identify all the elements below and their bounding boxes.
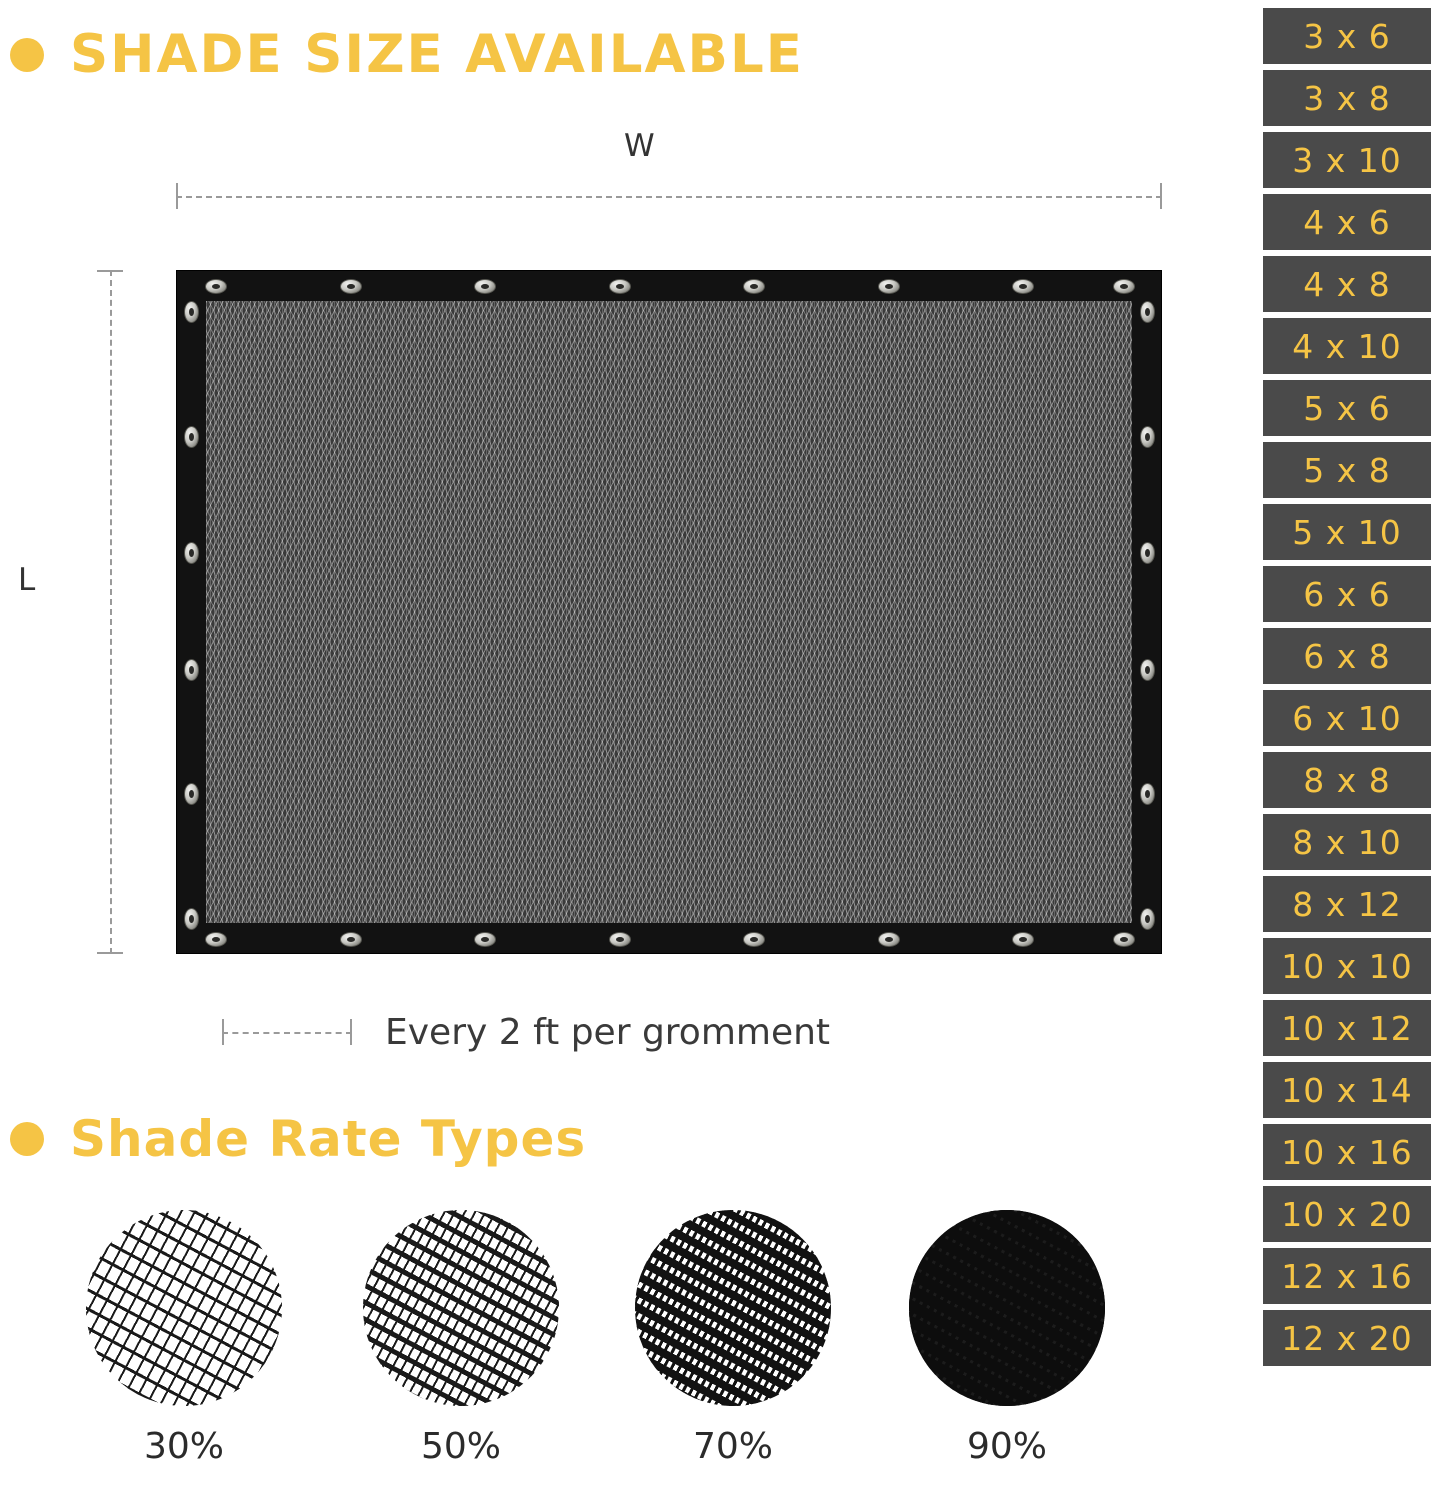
width-label: W <box>624 128 655 164</box>
size-chip[interactable]: 4 x 8 <box>1263 256 1431 312</box>
size-chip[interactable]: 5 x 6 <box>1263 380 1431 436</box>
size-chip[interactable]: 5 x 8 <box>1263 442 1431 498</box>
grommet <box>205 932 227 947</box>
length-tick-bottom <box>97 952 123 954</box>
grommet <box>1140 659 1155 681</box>
available-sizes-list <box>1263 8 1431 1366</box>
size-chip[interactable]: 8 x 12 <box>1263 876 1431 932</box>
grommet <box>184 301 199 323</box>
grommet <box>1140 542 1155 564</box>
size-chip[interactable]: 12 x 20 <box>1263 1310 1431 1366</box>
size-chip[interactable]: 12 x 16 <box>1263 1248 1431 1304</box>
size-chip[interactable]: 10 x 12 <box>1263 1000 1431 1056</box>
shade-rate-swatch-30 <box>86 1210 282 1406</box>
shade-rate-label: 50% <box>420 1426 501 1467</box>
shade-rate-item-30 <box>84 1210 284 1467</box>
grommet-spacing-tick-left <box>222 1019 224 1045</box>
grommet <box>184 659 199 681</box>
size-chip[interactable]: 3 x 6 <box>1263 8 1431 64</box>
mesh-pattern-50-icon <box>363 1210 559 1406</box>
grommet-spacing-line <box>222 1032 352 1034</box>
grommet <box>474 932 496 947</box>
length-tick-top <box>97 270 123 272</box>
width-dimension-line <box>176 196 1162 198</box>
grommet <box>184 542 199 564</box>
grommet <box>878 279 900 294</box>
size-chip[interactable]: 10 x 10 <box>1263 938 1431 994</box>
mesh-pattern-70-icon <box>635 1210 831 1406</box>
size-chip[interactable]: 6 x 6 <box>1263 566 1431 622</box>
size-chip[interactable]: 4 x 10 <box>1263 318 1431 374</box>
grommet <box>609 932 631 947</box>
size-chip[interactable]: 10 x 16 <box>1263 1124 1431 1180</box>
shade-rate-label: 70% <box>692 1426 773 1467</box>
grommet <box>184 908 199 930</box>
mesh-pattern-90-icon <box>909 1210 1105 1406</box>
shade-rate-label: 90% <box>966 1426 1047 1467</box>
grommet <box>474 279 496 294</box>
size-chip[interactable]: 3 x 8 <box>1263 70 1431 126</box>
page-title: SHADE SIZE AVAILABLE <box>70 24 804 85</box>
grommet <box>1140 908 1155 930</box>
grommet <box>1140 301 1155 323</box>
section-heading-shade-rates <box>10 1110 586 1168</box>
width-tick-right <box>1160 183 1162 209</box>
grommet-spacing-tick-right <box>350 1019 352 1045</box>
grommet <box>184 783 199 805</box>
size-chip[interactable]: 6 x 10 <box>1263 690 1431 746</box>
grommet <box>1140 426 1155 448</box>
grommet <box>1113 932 1135 947</box>
grommet <box>743 279 765 294</box>
grommet <box>1140 783 1155 805</box>
shade-rates-title: Shade Rate Types <box>70 1110 587 1168</box>
grommet <box>743 932 765 947</box>
grommet <box>878 932 900 947</box>
grommet <box>1012 932 1034 947</box>
size-chip[interactable]: 10 x 14 <box>1263 1062 1431 1118</box>
grommet <box>1113 279 1135 294</box>
grommet <box>609 279 631 294</box>
shade-rate-swatch-50 <box>363 1210 559 1406</box>
grommet <box>340 279 362 294</box>
shade-cloth <box>176 270 1162 954</box>
shade-rate-label: 30% <box>143 1426 224 1467</box>
length-label: L <box>18 562 36 598</box>
shade-rate-swatch-list <box>0 1210 1260 1485</box>
size-chip[interactable]: 3 x 10 <box>1263 132 1431 188</box>
size-chip[interactable]: 8 x 10 <box>1263 814 1431 870</box>
bullet-icon <box>10 1122 44 1156</box>
grommet <box>184 426 199 448</box>
shade-rate-item-90 <box>907 1210 1107 1467</box>
shade-rate-item-50 <box>361 1210 561 1467</box>
size-chip[interactable]: 8 x 8 <box>1263 752 1431 808</box>
grommet-spacing-note: Every 2 ft per gromment <box>385 1012 831 1053</box>
size-chip[interactable]: 4 x 6 <box>1263 194 1431 250</box>
shade-mesh-fabric <box>206 301 1132 923</box>
shade-rate-swatch-90 <box>909 1210 1105 1406</box>
grommet <box>1012 279 1034 294</box>
width-tick-left <box>176 183 178 209</box>
size-chip[interactable]: 6 x 8 <box>1263 628 1431 684</box>
grommet <box>340 932 362 947</box>
shade-rate-swatch-70 <box>635 1210 831 1406</box>
grommet <box>205 279 227 294</box>
size-chip[interactable]: 10 x 20 <box>1263 1186 1431 1242</box>
shade-rate-item-70 <box>633 1210 833 1467</box>
mesh-pattern-30-icon <box>86 1210 282 1406</box>
length-dimension-line <box>110 270 112 954</box>
size-chip[interactable]: 5 x 10 <box>1263 504 1431 560</box>
